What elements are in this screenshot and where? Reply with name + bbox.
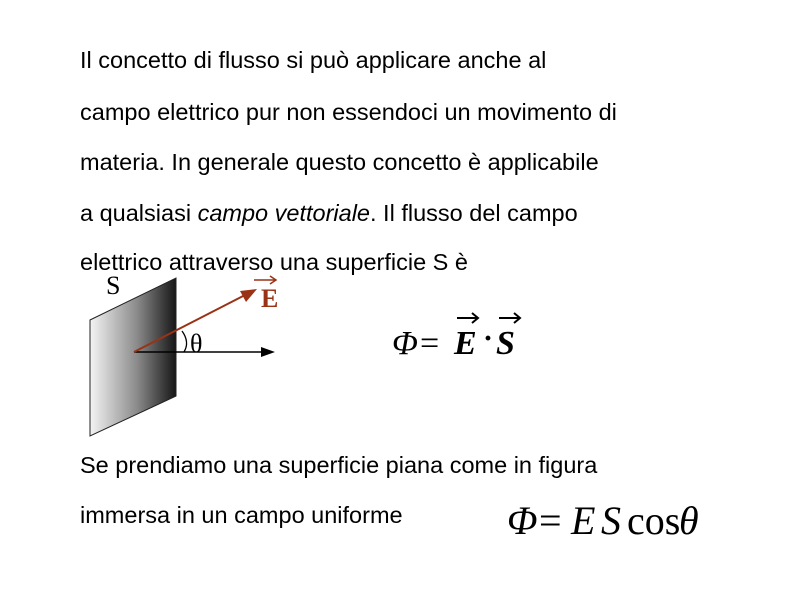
paragraph-line: materia. In generale questo concetto è applicabile	[80, 149, 599, 175]
angle-arc	[182, 331, 187, 352]
surface-plate	[90, 278, 176, 436]
paragraph-line	[80, 201, 578, 225]
italic-term: campo vettoriale	[197, 200, 370, 226]
paragraph-line: Il concetto di flusso si può applicare anche al	[80, 47, 547, 73]
formula-dot: ·	[483, 322, 494, 355]
formula-E: E	[454, 325, 477, 362]
field-arrowhead	[240, 289, 257, 302]
paragraph-line: elettrico attraverso una superficie S è	[80, 249, 468, 275]
formula-cos: cos	[627, 498, 681, 543]
formula-phi: Φ	[507, 498, 538, 543]
paragraph-line: Se prendiamo una superficie piana come in figura	[80, 452, 598, 478]
angle-label: θ	[190, 329, 203, 358]
vector-arrow-icon	[457, 313, 478, 323]
formula-theta: θ	[679, 498, 699, 543]
flux-formula-vector	[390, 310, 540, 370]
normal-arrowhead	[261, 347, 275, 357]
flux-figure	[80, 272, 280, 442]
formula-equals: =	[420, 325, 440, 362]
vector-arrow-icon	[254, 276, 276, 284]
vector-arrow-icon	[499, 313, 520, 323]
formula-S: S	[496, 325, 515, 362]
paragraph-line: campo elettrico pur non essendoci un movimento di	[80, 99, 617, 125]
formula-S: S	[601, 498, 621, 543]
formula-equals: =	[539, 498, 562, 543]
field-label: E	[261, 284, 279, 313]
formula-phi: Φ	[392, 325, 418, 362]
formula-E: E	[571, 498, 596, 543]
text-run: . Il flusso del campo	[370, 200, 578, 226]
flux-formula-scalar	[505, 490, 715, 550]
text-run: a qualsiasi	[80, 200, 198, 226]
surface-label: S	[106, 272, 121, 300]
paragraph-line: immersa in un campo uniforme	[80, 502, 403, 528]
